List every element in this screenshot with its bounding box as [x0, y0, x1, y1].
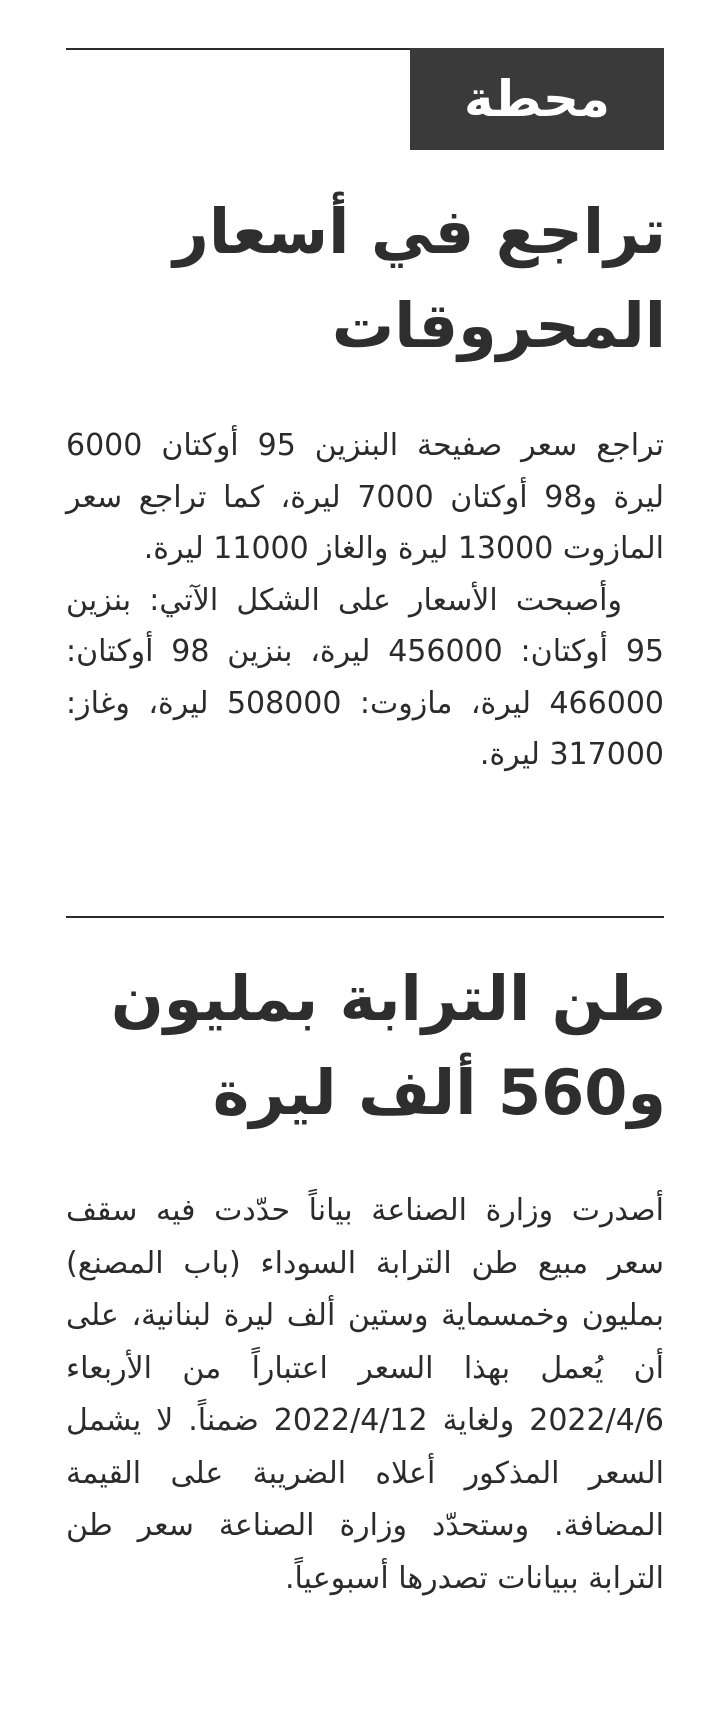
- article-1-body: [66, 420, 664, 781]
- article-2-paragraph-1: أصدرت وزارة الصناعة بياناً حدّدت فيه سقف سعر مبيع طن الترابة السوداء (باب المصنع) بمليون وخمسماية وستين ألف ليرة لبنانية، على أن يُعمل بهذا السعر اعتباراً من الأربعاء 2022/4/6 ولغاية 2022/4/12 ضمناً. لا يشمل السعر المذكور أعلاه الضريبة على القيمة المضافة. وستحدّد وزارة الصناعة سعر طن الترابة ببيانات تصدرها أسبوعياً.: [66, 1193, 664, 1596]
- section-divider: [66, 916, 664, 918]
- article-2-headline: طن الترابة بمليون و560 ألف ليرة: [110, 962, 666, 1129]
- section-tag: محطة: [410, 48, 664, 150]
- article-1-paragraph-2: وأصبحت الأسعار على الشكل الآتي: بنزين 95 أوكتان: 456000 ليرة، بنزين 98 أوكتان: 466000 ليرة، مازوت: 508000 ليرة، وغاز: 317000 ليرة.: [66, 582, 664, 772]
- article-1-headline: تراجع في أسعار المحروقات: [173, 195, 666, 362]
- article-1-paragraph-1: تراجع سعر صفيحة البنزين 95 أوكتان 6000 ليرة و98 أوكتان 7000 ليرة، كما تراجع سعر المازوت 13000 ليرة والغاز 11000 ليرة.: [66, 428, 665, 566]
